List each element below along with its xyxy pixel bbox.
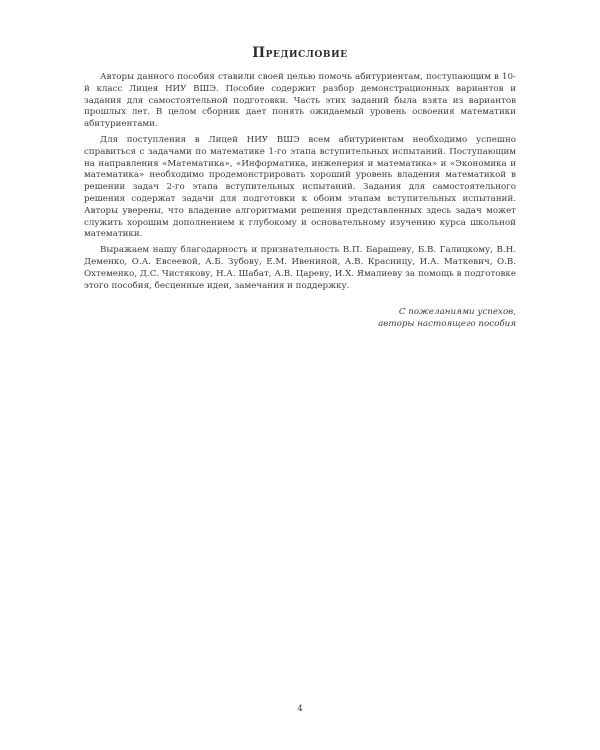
signature-line-1: С пожеланиями успехов, bbox=[398, 307, 516, 317]
paragraph-acknowledgements: Выражаем нашу благодарность и признательность В.П. Барашеву, Б.В. Галицкому, В.Н. Деменко, О.А. Евсеевой, А.Б. Зубову, Е.М. Ивениной, А.В. Красницу, И.А. Маткевич, О.В. Охтеменко, Д.С. Чистякову, Н.А. Шабат, А.В. Цареву, И.Х. Ямалиеву за помощь в подготовке этого пособия, бесценные идеи, замечания и поддержку. bbox=[84, 245, 516, 291]
paragraph-intro: Авторы данного пособия ставили своей целью помочь абитуриентам, поступающим в 10-й класс Лицея НИУ ВШЭ. Пособие содержит разбор демонстрационных вариантов и задания для самостоятельной подготовки. Часть этих заданий была взята из вариантов прошлых лет. В целом сборник дает понять ожидаемый уровень освоения математики абитуриентами. bbox=[84, 72, 516, 130]
page-title: Предисловие bbox=[252, 45, 348, 61]
signature-line-2: авторы настоящего пособия bbox=[378, 318, 516, 329]
paragraph-admission: Для поступления в Лицей НИУ ВШЭ всем абитуриентам необходимо успешно справиться с задачами по математике 1-го этапа вступительных испытаний. Поступающим на направления «Математика», «Информатика, инженерия и математика» и «Экономика и математика» необходимо продемонстрировать хороший уровень владения математикой в решении задач 2-го этапа вступительных испытаний. Задания для самостоятельного решения содержат задачи для подготовки к обоим этапам вступительных испытаний. Авторы уверены, что владение алгоритмами решения представленных здесь задач может служить хорошим дополнением к глубокому и основательному изучению курса школьной математики. bbox=[84, 134, 516, 240]
signature-block bbox=[378, 307, 516, 331]
page-number: 4 bbox=[297, 704, 303, 714]
document-page bbox=[84, 0, 516, 750]
preface-body bbox=[84, 72, 516, 296]
